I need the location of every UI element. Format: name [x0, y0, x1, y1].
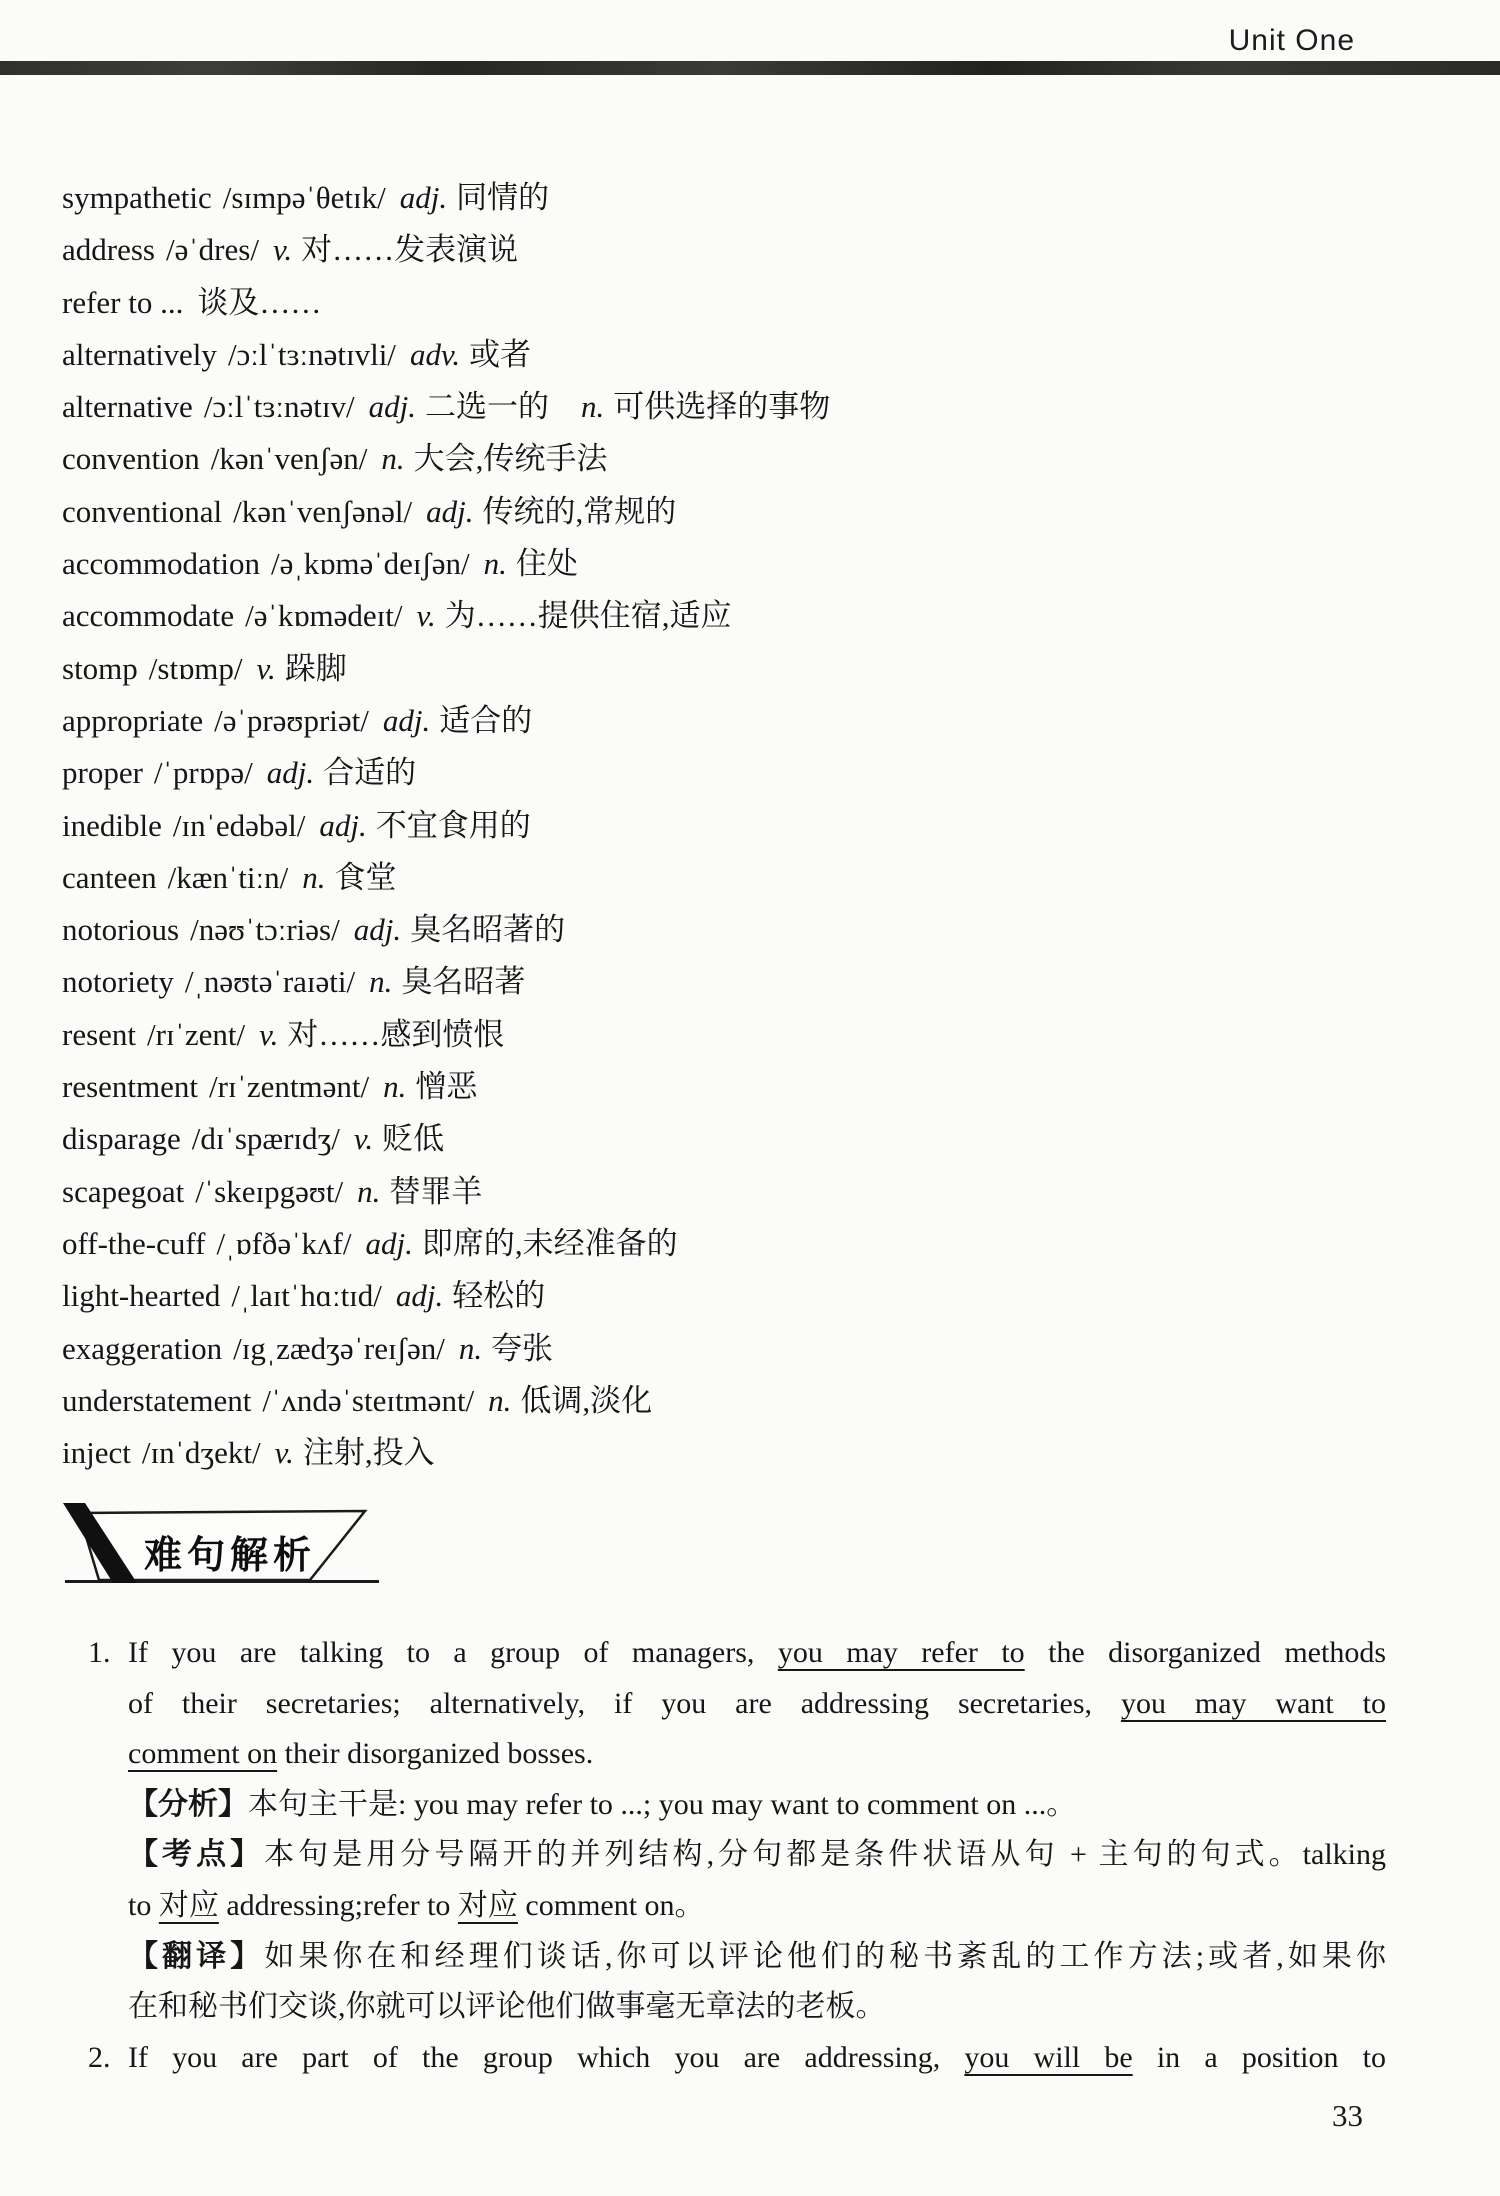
vocab-ipa: /ɔːlˈtɜːnətɪv/ — [203, 389, 355, 425]
vocab-definition: 即席的,未经准备的 — [421, 1225, 678, 1261]
text-line — [128, 1932, 1386, 1983]
text-segment: 如果你在和经理们谈话,你可以评论他们的秘书紊乱的工作方法;或者,如果你 — [264, 1939, 1386, 1973]
vocab-entry — [62, 1323, 1422, 1375]
text-segment: comment on。 — [517, 1888, 705, 1922]
vocab-word: proper — [62, 755, 143, 791]
text-segment: addressing;refer to — [218, 1888, 458, 1922]
vocab-word: convention — [62, 441, 200, 477]
vocab-word: disparage — [62, 1121, 181, 1157]
vocab-word: accommodation — [62, 546, 260, 582]
vocab-ipa: /ˈskeɪpgəʊt/ — [195, 1173, 344, 1209]
vocab-pos: adv. — [409, 336, 461, 372]
vocab-word: appropriate — [62, 702, 204, 738]
vocab-pos: v. — [272, 232, 293, 268]
vocab-definition: 为……提供住宿,适应 — [444, 598, 732, 634]
vocab-pos: n. — [488, 1382, 512, 1418]
vocab-word: alternative — [62, 389, 193, 425]
vocab-word: sympathetic — [62, 180, 212, 215]
vocab-definition: 可供选择的事物 — [613, 389, 831, 425]
vocab-entry — [62, 643, 1422, 695]
item-number: 2. — [88, 2040, 111, 2074]
vocab-ipa: /nəʊˈtɔːriəs/ — [190, 912, 340, 948]
text-segment: 在和秘书们交谈,你就可以评论他们做事毫无章法的老板。 — [128, 1990, 886, 2024]
vocab-word: accommodate — [62, 598, 235, 634]
vocab-entry — [62, 381, 1422, 433]
text-line — [128, 2033, 1386, 2084]
vocab-word: inedible — [62, 807, 162, 843]
vocab-word: inject — [62, 1435, 131, 1471]
vocab-ipa: /ɪnˈedəbəl/ — [172, 807, 306, 843]
vocab-ipa: /rɪˈzentmənt/ — [209, 1069, 370, 1105]
vocab-entry — [62, 1113, 1422, 1165]
vocab-pos: adj. — [266, 755, 315, 791]
vocab-entry — [62, 852, 1422, 904]
vocab-definition: 贬低 — [382, 1121, 445, 1157]
vocab-pos: adj. — [399, 180, 448, 215]
vocab-pos: adj. — [319, 807, 367, 843]
note-tag: 【分析】 — [128, 1787, 248, 1821]
vocab-word: exaggeration — [62, 1330, 223, 1366]
vocab-entry — [62, 1270, 1422, 1322]
vocab-entry — [62, 486, 1422, 538]
vocab-pos: n. — [369, 964, 393, 1000]
vocab-pos: v. — [416, 598, 436, 634]
vocab-definition: 跺脚 — [284, 650, 347, 686]
vocab-word: address — [62, 232, 155, 268]
text-segment: in a position to — [1132, 2040, 1386, 2074]
vocab-pos: adj. — [368, 389, 416, 425]
vocab-pos: adj. — [382, 702, 431, 738]
vocab-ipa: /ˌlaɪtˈhɑːtɪd/ — [231, 1278, 382, 1314]
vocab-pos: adj. — [395, 1278, 444, 1314]
text-segment: of their secretaries; alternatively, if you are addressing secretaries, — [128, 1686, 1121, 1720]
vocab-word: conventional — [62, 493, 223, 529]
vocab-definition: 住处 — [515, 546, 578, 582]
underlined-phrase: you will be — [964, 2040, 1133, 2074]
vocab-pos: adj. — [353, 912, 402, 948]
vocab-pos: v. — [274, 1435, 294, 1471]
vocab-word: alternatively — [62, 336, 217, 372]
running-head — [1229, 24, 1355, 58]
vocab-ipa: /kənˈvenʃənəl/ — [233, 493, 413, 529]
vocab-pos: n. — [458, 1330, 483, 1366]
underlined-phrase: 对应 — [457, 1888, 518, 1922]
vocab-entry — [62, 1166, 1422, 1218]
vocab-word: refer to ... — [62, 284, 184, 320]
vocab-entry — [62, 538, 1422, 590]
vocab-ipa: /stɒmp/ — [148, 650, 243, 686]
vocab-entry — [62, 590, 1422, 642]
underlined-phrase: you may want to — [1120, 1686, 1386, 1720]
page-number: 33 — [1332, 2098, 1363, 2133]
vocab-entry — [62, 224, 1422, 276]
vocab-entry — [62, 1375, 1422, 1427]
vocab-definition: 轻松的 — [452, 1278, 546, 1314]
vocab-definition: 憎恶 — [415, 1069, 478, 1105]
vocab-definition: 谈及…… — [197, 284, 322, 320]
vocab-entry — [62, 1061, 1422, 1113]
vocab-definition: 注射,投入 — [302, 1435, 435, 1471]
vocab-pos: v. — [259, 1016, 279, 1052]
vocab-entry — [62, 747, 1422, 799]
vocab-list — [62, 172, 1422, 1479]
vocab-entry — [62, 904, 1422, 956]
text-line — [128, 1830, 1386, 1881]
vocab-ipa: /ɪnˈdʒekt/ — [141, 1435, 261, 1471]
vocab-word: light-hearted — [62, 1278, 221, 1314]
vocab-word: notoriety — [62, 964, 174, 1000]
vocab-ipa: /əˈprəʊpriət/ — [214, 702, 369, 738]
vocab-word: resentment — [62, 1069, 199, 1105]
underlined-phrase: comment on — [128, 1737, 278, 1771]
vocab-entry — [62, 329, 1422, 381]
note-tag: 【翻译】 — [128, 1939, 265, 1973]
vocab-definition: 食堂 — [334, 859, 397, 895]
vocab-ipa: /ˈʌndəˈsteɪtmənt/ — [262, 1382, 475, 1418]
vocab-entry — [62, 800, 1422, 852]
header-rule — [0, 61, 1500, 75]
text-segment: If you are part of the group which you are addressing, — [128, 2040, 965, 2074]
vocab-ipa: /ɔːlˈtɜːnətɪvli/ — [227, 336, 396, 372]
vocab-pos: n. — [383, 1069, 407, 1105]
text-line — [128, 1628, 1386, 1679]
text-segment: their disorganized bosses. — [277, 1737, 594, 1771]
vocab-ipa: /əˈdres/ — [165, 232, 259, 268]
vocab-definition: 大会,传统手法 — [413, 441, 608, 477]
text-line — [128, 1679, 1386, 1730]
vocab-definition: 替罪羊 — [389, 1173, 483, 1209]
vocab-definition: 同情的 — [456, 180, 550, 215]
vocab-definition: 低调,淡化 — [520, 1382, 653, 1418]
vocab-entry — [62, 1218, 1422, 1270]
vocab-entry — [62, 695, 1422, 747]
vocab-ipa: /kænˈtiːn/ — [167, 859, 289, 895]
vocab-pos: v. — [353, 1121, 374, 1157]
vocab-word: off-the-cuff — [62, 1225, 206, 1261]
text-line — [128, 1729, 1386, 1780]
vocab-entry — [62, 277, 1422, 329]
vocab-entry — [62, 172, 1422, 224]
vocab-entry — [62, 433, 1422, 485]
vocab-entry — [62, 1009, 1422, 1061]
underlined-phrase: 对应 — [158, 1888, 219, 1922]
vocab-entry — [62, 1427, 1422, 1479]
item-number: 1. — [88, 1636, 111, 1669]
vocab-word: resent — [62, 1016, 137, 1052]
vocab-ipa: /əˈkɒmədeɪt/ — [245, 598, 403, 634]
vocab-definition: 夸张 — [491, 1330, 554, 1366]
vocab-ipa: /ɪgˌzædʒəˈreɪʃən/ — [233, 1330, 445, 1366]
sentence-analysis — [88, 1628, 1403, 2083]
vocab-pos: n. — [381, 441, 405, 477]
vocab-pos: adj. — [365, 1225, 413, 1261]
vocab-definition: 适合的 — [439, 702, 533, 738]
vocab-definition: 不宜食用的 — [375, 807, 531, 843]
text-segment: 本句主干是: you may refer to ...; you may want to comment on ...。 — [248, 1787, 1077, 1821]
vocab-definition: 对……感到愤恨 — [287, 1016, 505, 1052]
vocab-pos: v. — [256, 650, 276, 686]
vocab-word: scapegoat — [62, 1173, 185, 1209]
text-segment: to — [128, 1888, 159, 1922]
vocab-entry — [62, 956, 1422, 1008]
vocab-pos: adj. — [426, 493, 474, 529]
vocab-ipa: /kənˈvenʃən/ — [210, 441, 368, 477]
text-segment: If you are talking to a group of managers, — [128, 1636, 778, 1669]
vocab-pos: n. — [302, 859, 326, 895]
vocab-word: understatement — [62, 1382, 252, 1418]
underlined-phrase: you may refer to — [777, 1636, 1025, 1669]
vocab-word: canteen — [62, 859, 157, 895]
vocab-ipa: /ˈprɒpə/ — [153, 755, 253, 791]
text-segment: 本句是用分号隔开的并列结构,分句都是条件状语从句 + 主句的句式。talking — [264, 1838, 1386, 1872]
vocab-definition: 二选一的 — [424, 389, 549, 425]
vocab-definition: 传统的,常规的 — [482, 493, 677, 529]
vocab-definition: 或者 — [469, 336, 532, 372]
vocab-ipa: /əˌkɒməˈdeɪʃən/ — [271, 546, 470, 582]
vocab-definition: 合适的 — [323, 755, 417, 791]
vocab-ipa: /dɪˈspærɪdʒ/ — [191, 1121, 340, 1157]
text-segment: the disorganized methods — [1024, 1636, 1386, 1669]
vocab-ipa: /ˌɒfðəˈkʌf/ — [216, 1225, 352, 1261]
note-tag: 【考点】 — [128, 1838, 265, 1872]
vocab-pos: n. — [357, 1173, 381, 1209]
text-line — [128, 1881, 1386, 1932]
vocab-definition: 臭名昭著的 — [410, 912, 566, 948]
sentence-item-2 — [88, 2033, 1403, 2084]
section-banner — [52, 1496, 397, 1596]
vocab-ipa: /rɪˈzent/ — [147, 1016, 246, 1052]
vocab-word: notorious — [62, 912, 180, 948]
vocab-ipa: /sɪmpəˈθetɪk/ — [222, 180, 386, 215]
vocab-word: stomp — [62, 650, 138, 686]
unit-title: Unit One — [1228, 24, 1355, 57]
vocab-ipa: /ˌnəʊtəˈraɪəti/ — [184, 964, 356, 1000]
text-line — [128, 1780, 1386, 1831]
section-title: 难句解析 — [144, 1535, 317, 1577]
text-line — [128, 1982, 1386, 2033]
vocab-pos: n. — [483, 546, 507, 582]
vocab-definition: 对……发表演说 — [301, 232, 519, 268]
vocab-definition: 臭名昭著 — [401, 964, 526, 1000]
vocab-pos: n. — [580, 389, 605, 425]
sentence-item-1 — [88, 1628, 1403, 2033]
